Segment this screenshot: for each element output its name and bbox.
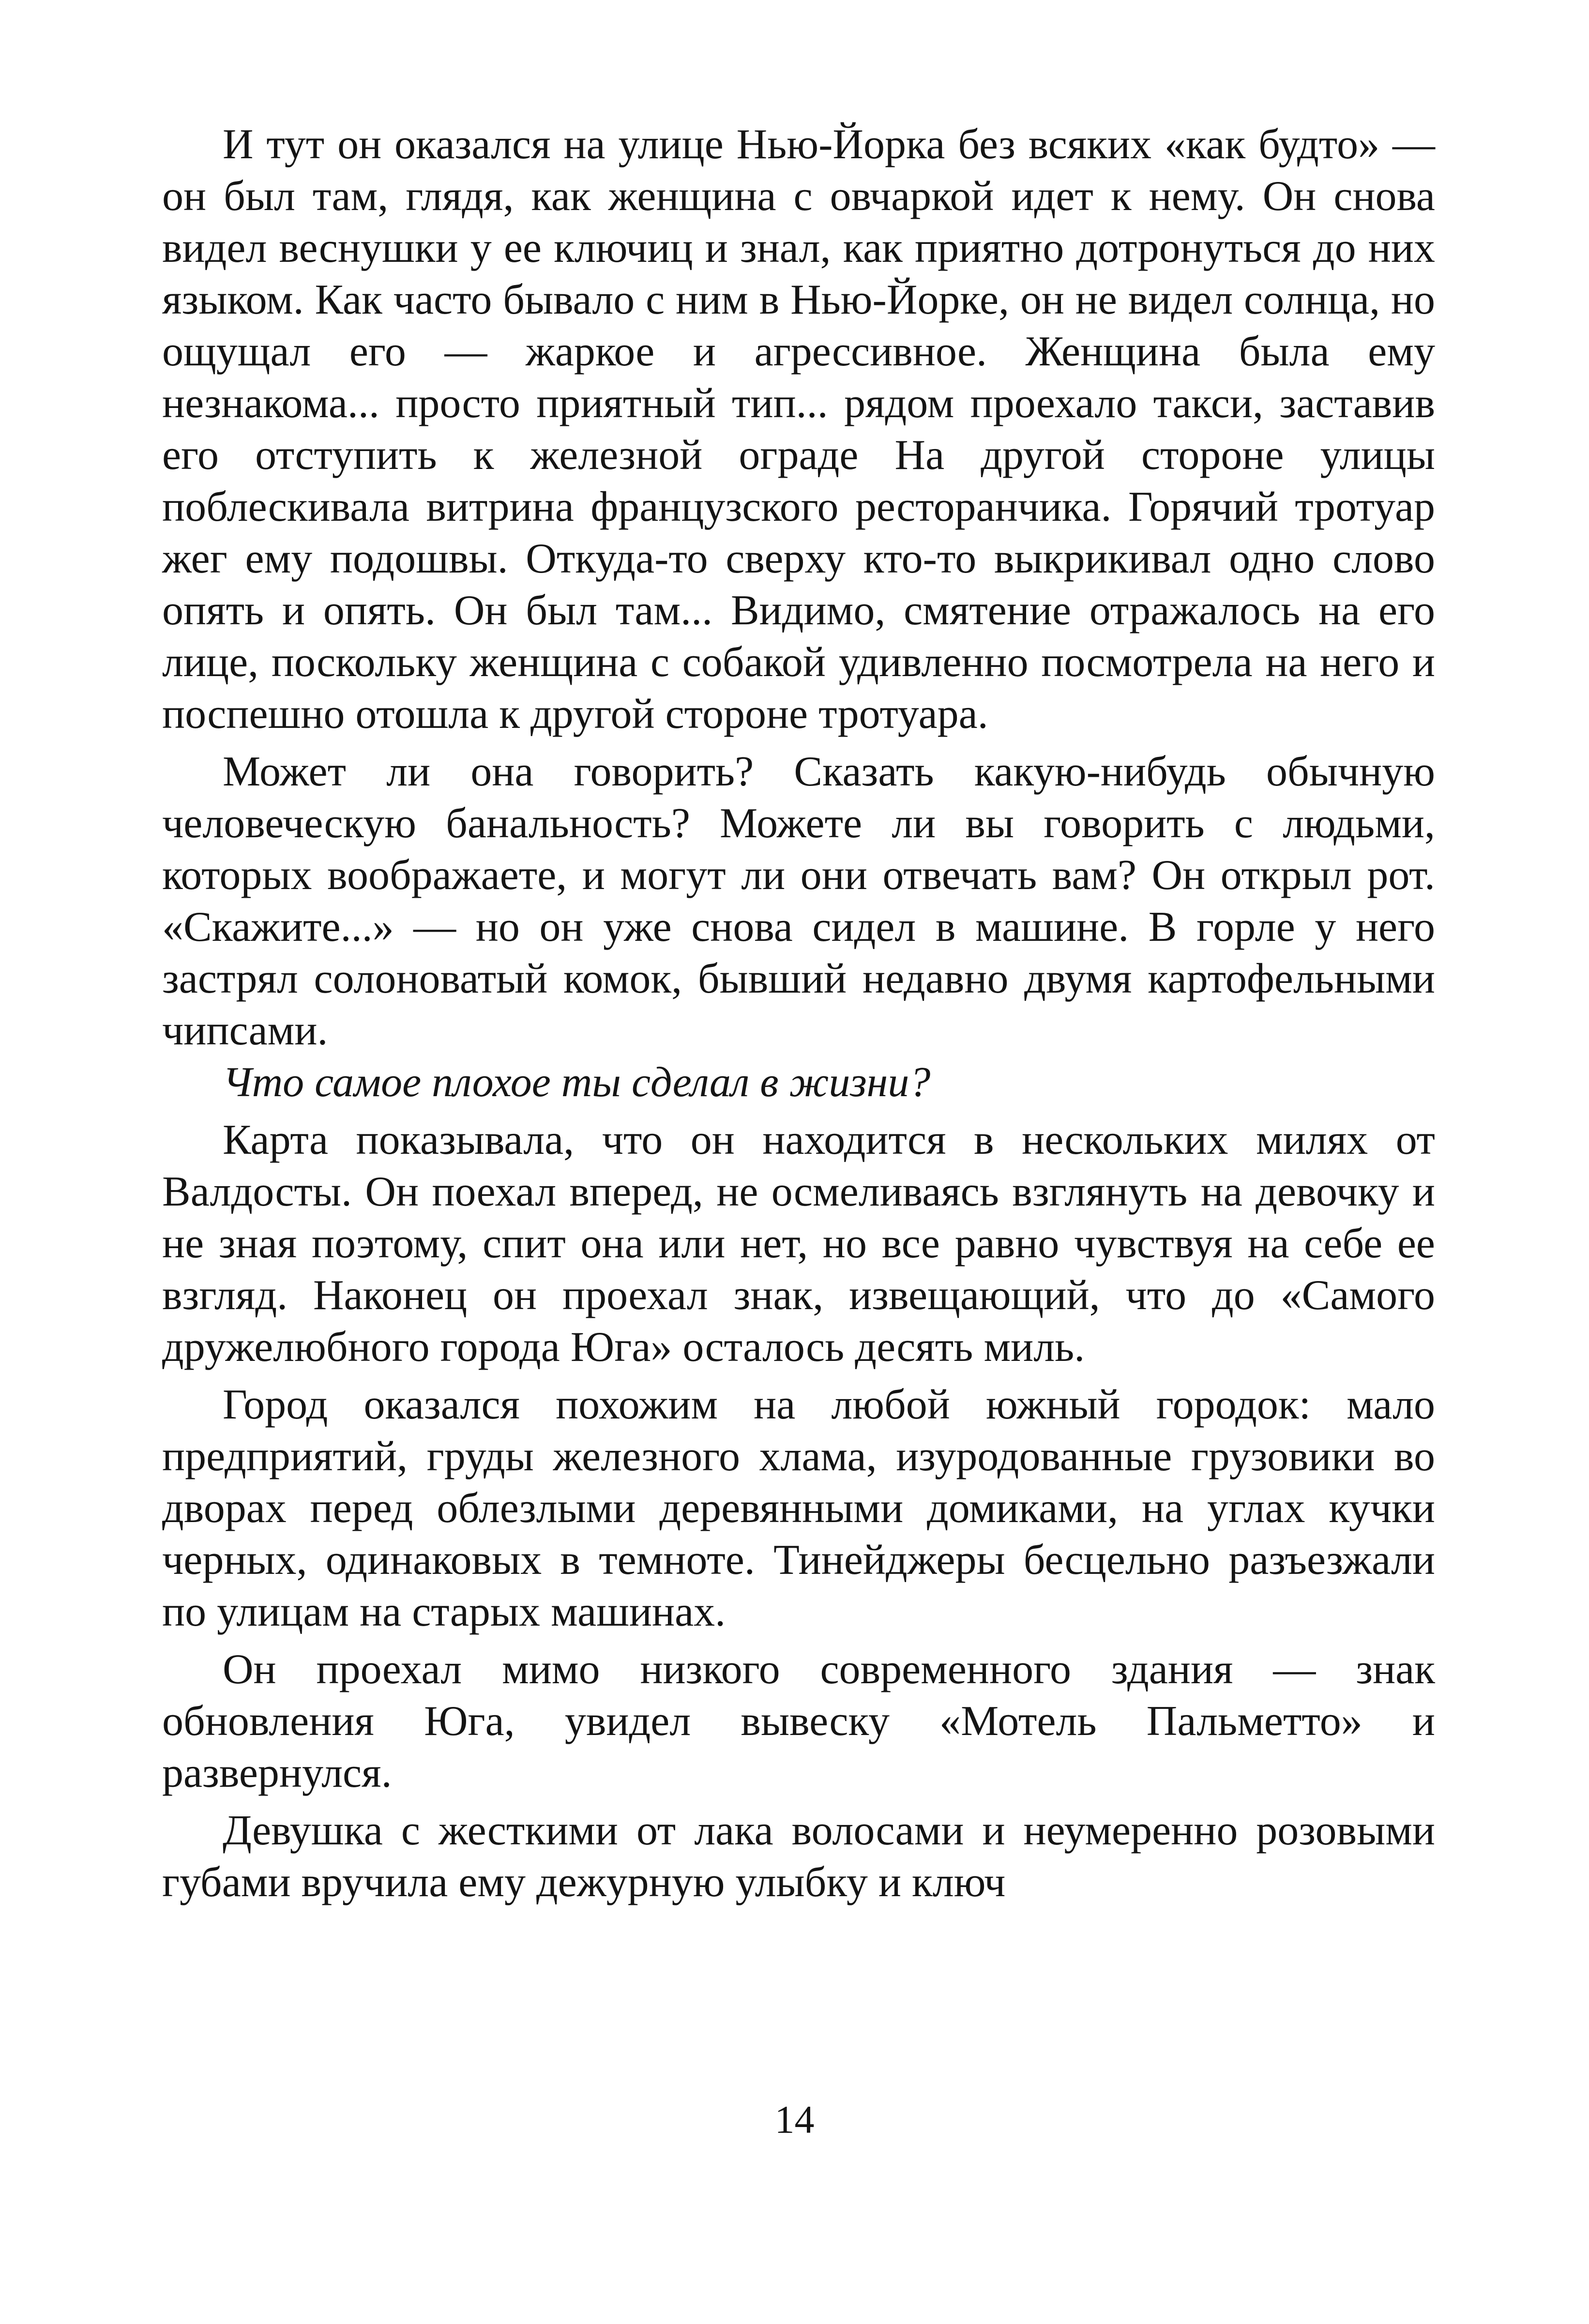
- paragraph: И тут он оказался на улице Нью-Йорка без всяких «как будто» — он был там, глядя, как женщина с овчаркой идет к нему. Он снова видел веснушки у ее ключиц и знал, как приятно дотронуться до них языком. Как часто бывало с ним в Нью-Йорке, он не видел солнца, но ощущал его — жаркое и агрессивное. Женщина была ему незнакома... просто приятный тип... рядом проехало такси, заставив его отступить к железной ограде На другой стороне улицы поблескивала витрина французского ресторанчика. Горячий тротуар жег ему подошвы. Откуда-то сверху кто-то выкрикивал одно слово опять и опять. Он был там... Видимо, смятение отражалось на его лице, поскольку женщина с собакой удивленно посмотрела на него и поспешно отошла к другой стороне тротуара.: [162, 121, 1435, 738]
- paragraph: Девушка с жесткими от лака волосами и неумеренно розовыми губами вручила ему дежурную улыбку и ключ: [162, 1807, 1435, 1906]
- paragraph: Он проехал мимо низкого современного здания — знак обновления Юга, увидел вывеску «Мотель Пальметто» и развернулся.: [162, 1646, 1435, 1796]
- italic-paragraph: Что самое плохое ты сделал в жизни?: [223, 1059, 931, 1106]
- page-number: 14: [774, 2098, 815, 2142]
- paragraph: Город оказался похожим на любой южный городок: мало предприятий, груды железного хлама, изуродованные грузовики во дворах перед облезлыми деревянными домиками, на углах кучки черных, одинаковых в темноте. Тинейджеры бесцельно разъезжали по улицам на старых машинах.: [162, 1381, 1435, 1635]
- page-body: [162, 119, 1435, 1908]
- paragraph: Может ли она говорить? Сказать какую-нибудь обычную человеческую банальность? Можете ли вы говорить с людьми, которых воображаете, и могут ли они отвечать вам? Он открыл рот. «Скажите...» — но он уже снова сидел в машине. В горле у него застрял солоноватый комок, бывший недавно двумя картофельными чипсами.: [162, 748, 1435, 1054]
- paragraph: Карта показывала, что он находится в нескольких милях от Валдосты. Он поехал вперед, не осмеливаясь взглянуть на девочку и не зная поэтому, спит она или нет, но все равно чувствуя на себе ее взгляд. Наконец он проехал знак, извещающий, что до «Самого дружелюбного города Юга» осталось десять миль.: [162, 1117, 1435, 1371]
